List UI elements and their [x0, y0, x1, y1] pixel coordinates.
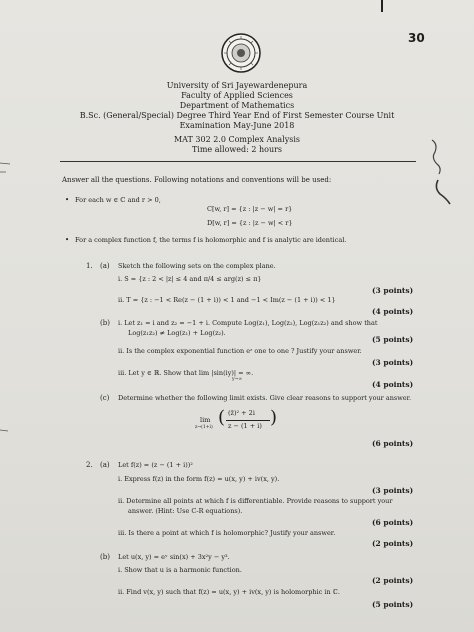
q1c-numerator: (z̄)² + 2i: [228, 409, 255, 417]
bullet-1-intro: For each w ∈ ℂ and r > 0,: [75, 196, 161, 204]
q2b-ii-points: (5 points): [372, 600, 414, 609]
q1a-i: i. S = {z : 2 < |z| ≤ 4 and π/4 ≤ arg(z) ≤ π}: [118, 275, 262, 283]
bullet-2-text: For a complex function f, the terms f is holomorphic and f is analytic are identical.: [75, 236, 347, 244]
q1b-ii: ii. Is the complex exponential function eᶻ one to one ? Justify your answer.: [118, 347, 362, 355]
q2b-i: i. Show that u is a harmonic function.: [118, 566, 242, 574]
q1a-ii-points: (4 points): [372, 307, 414, 316]
q1a-text: Sketch the following sets on the complex plane.: [118, 262, 276, 270]
q2b-i-points: (2 points): [372, 576, 414, 585]
page-number: 30: [408, 31, 425, 45]
q1c-lim: lim: [200, 416, 211, 424]
q1b-label: (b): [100, 319, 110, 327]
bullet-1-marker: •: [65, 196, 70, 204]
course-title: MAT 302 2.0 Complex Analysis: [173, 135, 301, 144]
time-allowed: Time allowed: 2 hours: [191, 145, 283, 154]
q2a-text: Let f(z) = (z − (1 + i))²: [118, 461, 193, 469]
q1a-label: (a): [100, 262, 110, 270]
disk-notation: D[w, r] = {z : |z − w| < r}: [207, 219, 293, 227]
q2a-i: i. Express f(z) in the form f(z) = u(x, y) + iv(x, y).: [118, 475, 280, 483]
instructions-text: Answer all the questions. Following notations and conventions will be used:: [62, 176, 332, 184]
degree-title: B.Sc. (General/Special) Degree Third Year End of First Semester Course Unit: [79, 111, 395, 120]
q1c-label: (c): [100, 394, 110, 402]
q1c-lim-sub: z→(1+i): [195, 425, 213, 430]
q1b-iii-limit-sub: y→∞: [232, 377, 243, 382]
faculty-name: Faculty of Applied Sciences: [181, 91, 293, 100]
q2a-ii: ii. Determine all points at which f is differentiable. Provide reasons to support your: [118, 497, 393, 505]
q1b-iii-points: (4 points): [372, 380, 414, 389]
q2a-ii-points: (6 points): [372, 518, 414, 527]
q2b-text: Let u(x, y) = eʸ sin(x) + 3x²y − y³.: [118, 553, 230, 561]
q2b-label: (b): [100, 553, 110, 561]
q1a-i-points: (3 points): [372, 286, 414, 295]
q2a-iii: iii. Is there a point at which f is holomorphic? Justify your answer.: [118, 529, 336, 537]
q2a-ii-cont: answer. (Hint: Use C-R equations).: [128, 507, 243, 515]
q2a-i-points: (3 points): [372, 486, 414, 495]
q1-number: 1.: [86, 262, 93, 270]
q1a-ii: ii. T = {z : −1 < Re(z − (1 + i)) < 1 and −1 < Im(z − (1 + i)) < 1}: [118, 296, 336, 304]
q1c-paren-right: ): [270, 407, 278, 428]
q1b-i-cont: Log(z₁z₂) ≠ Log(z₁) + Log(z₂).: [128, 329, 226, 337]
exam-title: Examination May-June 2018: [179, 121, 295, 130]
department-name: Department of Mathematics: [179, 101, 295, 110]
q1c-paren-left: (: [218, 407, 226, 428]
q2-number: 2.: [86, 461, 93, 469]
q2b-ii: ii. Find v(x, y) such that f(z) = u(x, y) + iv(x, y) is holomorphic in ℂ.: [118, 588, 340, 596]
circle-notation: C[w, r] = {z : |z − w| = r}: [207, 205, 293, 213]
q1b-i-points: (5 points): [372, 335, 414, 344]
q1c-text: Determine whether the following limit exists. Give clear reasons to support your answer.: [118, 394, 412, 402]
q1b-ii-points: (3 points): [372, 358, 414, 367]
q1c-points: (6 points): [372, 439, 414, 448]
q1b-iii: iii. Let y ∈ ℝ. Show that lim |sin(iy)| = ∞.: [118, 369, 254, 377]
bullet-2-marker: •: [65, 236, 70, 244]
q2a-iii-points: (2 points): [372, 539, 414, 548]
university-name: University of Sri Jayewardenepura: [166, 81, 308, 90]
q1b-i: i. Let z₁ = i and z₂ = −1 + i. Compute Log(z₁), Log(z₂), Log(z₁z₂) and show that: [118, 319, 378, 327]
q2a-label: (a): [100, 461, 110, 469]
q1c-denominator: z − (1 + i): [228, 422, 262, 430]
